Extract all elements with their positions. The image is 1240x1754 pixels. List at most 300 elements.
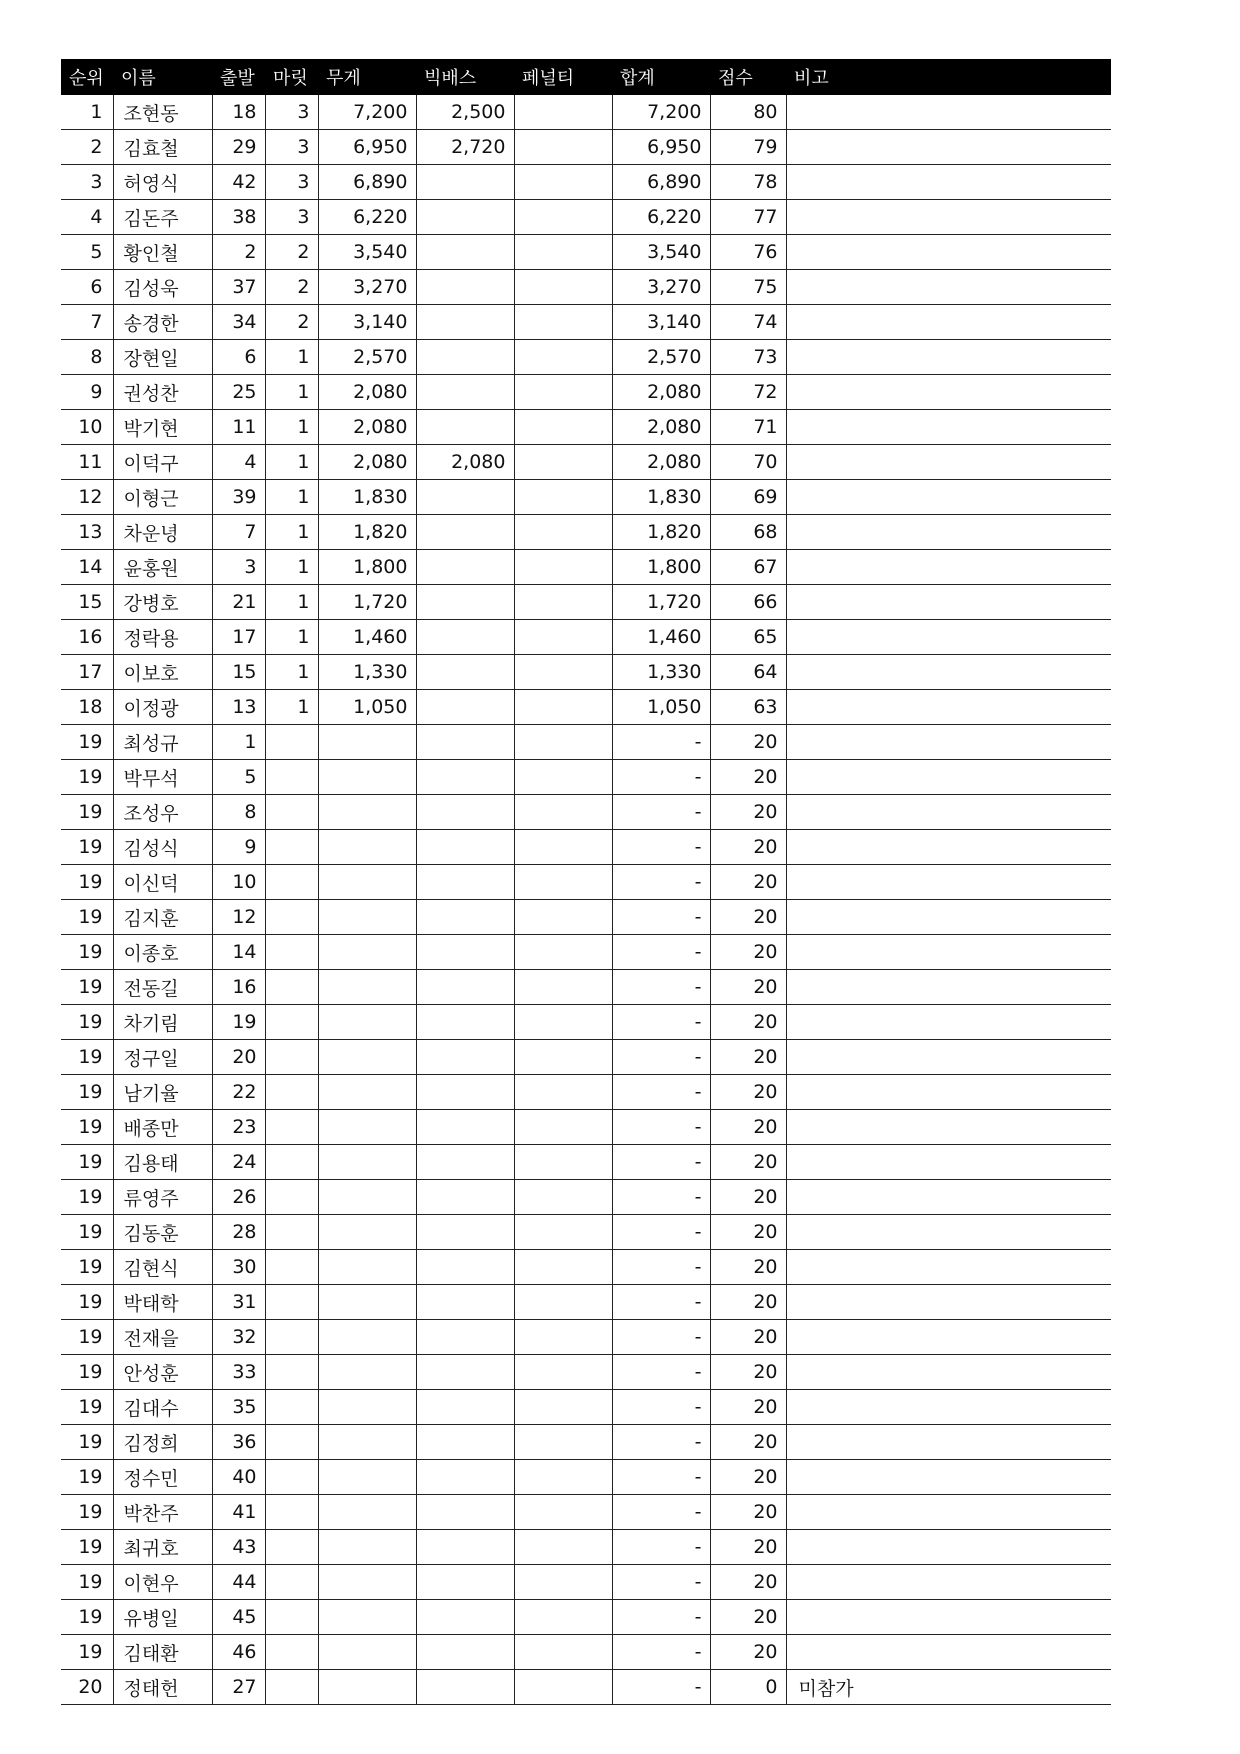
cell-count: 1	[265, 410, 318, 445]
cell-name: 이정광	[113, 690, 212, 725]
cell-count	[265, 830, 318, 865]
cell-rank: 4	[61, 200, 113, 235]
cell-weight	[318, 1530, 416, 1565]
cell-total: -	[612, 935, 710, 970]
table-row	[61, 655, 1111, 690]
cell-note	[786, 1460, 1111, 1495]
cell-name: 이보호	[113, 655, 212, 690]
cell-total: -	[612, 1250, 710, 1285]
cell-note	[786, 165, 1111, 200]
cell-rank: 18	[61, 690, 113, 725]
cell-name: 전재을	[113, 1320, 212, 1355]
cell-note	[786, 1635, 1111, 1670]
cell-total: -	[612, 1040, 710, 1075]
cell-bigbass	[416, 1495, 514, 1530]
cell-weight: 2,080	[318, 375, 416, 410]
cell-penalty	[514, 515, 612, 550]
cell-note	[786, 1565, 1111, 1600]
cell-weight	[318, 1040, 416, 1075]
cell-total: 2,080	[612, 410, 710, 445]
cell-weight: 2,570	[318, 340, 416, 375]
cell-note	[786, 585, 1111, 620]
cell-bigbass	[416, 1285, 514, 1320]
cell-start: 41	[212, 1495, 265, 1530]
cell-bigbass	[416, 550, 514, 585]
cell-total: -	[612, 970, 710, 1005]
cell-weight	[318, 1390, 416, 1425]
cell-rank: 19	[61, 830, 113, 865]
cell-start: 18	[212, 95, 265, 130]
cell-note	[786, 1320, 1111, 1355]
cell-note	[786, 1180, 1111, 1215]
cell-name: 정락용	[113, 620, 212, 655]
table-row	[61, 1530, 1111, 1565]
cell-weight	[318, 1075, 416, 1110]
cell-total: -	[612, 1075, 710, 1110]
cell-count	[265, 1075, 318, 1110]
cell-count	[265, 725, 318, 760]
cell-penalty	[514, 1250, 612, 1285]
cell-score: 73	[710, 340, 786, 375]
cell-start: 43	[212, 1530, 265, 1565]
cell-total: -	[612, 1110, 710, 1145]
cell-count: 1	[265, 655, 318, 690]
table-row	[61, 200, 1111, 235]
cell-score: 20	[710, 1215, 786, 1250]
cell-weight	[318, 1215, 416, 1250]
cell-bigbass	[416, 165, 514, 200]
cell-count	[265, 1285, 318, 1320]
cell-count	[265, 795, 318, 830]
cell-name: 정구일	[113, 1040, 212, 1075]
cell-note	[786, 95, 1111, 130]
cell-rank: 15	[61, 585, 113, 620]
cell-bigbass	[416, 1215, 514, 1250]
table-row	[61, 375, 1111, 410]
table-row	[61, 1460, 1111, 1495]
cell-score: 20	[710, 935, 786, 970]
cell-rank: 19	[61, 865, 113, 900]
cell-score: 70	[710, 445, 786, 480]
cell-score: 63	[710, 690, 786, 725]
cell-bigbass	[416, 305, 514, 340]
cell-bigbass	[416, 830, 514, 865]
cell-score: 20	[710, 1355, 786, 1390]
cell-count	[265, 935, 318, 970]
cell-name: 권성찬	[113, 375, 212, 410]
cell-penalty	[514, 445, 612, 480]
cell-start: 31	[212, 1285, 265, 1320]
cell-score: 69	[710, 480, 786, 515]
cell-start: 6	[212, 340, 265, 375]
cell-penalty	[514, 795, 612, 830]
cell-count	[265, 1355, 318, 1390]
cell-weight: 1,800	[318, 550, 416, 585]
cell-rank: 3	[61, 165, 113, 200]
cell-name: 김성식	[113, 830, 212, 865]
cell-note	[786, 550, 1111, 585]
cell-rank: 2	[61, 130, 113, 165]
cell-count: 1	[265, 550, 318, 585]
cell-start: 36	[212, 1425, 265, 1460]
cell-weight: 2,080	[318, 445, 416, 480]
cell-note	[786, 1145, 1111, 1180]
cell-penalty	[514, 165, 612, 200]
cell-penalty	[514, 410, 612, 445]
cell-bigbass	[416, 655, 514, 690]
cell-name: 김용태	[113, 1145, 212, 1180]
cell-penalty	[514, 1495, 612, 1530]
cell-name: 박무석	[113, 760, 212, 795]
table-row	[61, 1320, 1111, 1355]
cell-start: 4	[212, 445, 265, 480]
table-row	[61, 690, 1111, 725]
cell-bigbass	[416, 900, 514, 935]
cell-total: -	[612, 1670, 710, 1705]
cell-name: 이종호	[113, 935, 212, 970]
cell-bigbass: 2,500	[416, 95, 514, 130]
cell-weight: 7,200	[318, 95, 416, 130]
cell-count	[265, 970, 318, 1005]
cell-rank: 19	[61, 1530, 113, 1565]
table-row	[61, 795, 1111, 830]
cell-score: 71	[710, 410, 786, 445]
cell-score: 20	[710, 1320, 786, 1355]
cell-total: -	[612, 865, 710, 900]
cell-start: 1	[212, 725, 265, 760]
cell-start: 30	[212, 1250, 265, 1285]
cell-bigbass	[416, 935, 514, 970]
cell-weight	[318, 1635, 416, 1670]
table-row	[61, 620, 1111, 655]
cell-start: 33	[212, 1355, 265, 1390]
cell-note	[786, 1530, 1111, 1565]
cell-total: 1,820	[612, 515, 710, 550]
cell-weight: 3,540	[318, 235, 416, 270]
table-row	[61, 1670, 1111, 1705]
cell-rank: 9	[61, 375, 113, 410]
cell-rank: 19	[61, 1495, 113, 1530]
cell-score: 75	[710, 270, 786, 305]
cell-score: 20	[710, 1600, 786, 1635]
cell-penalty	[514, 1180, 612, 1215]
cell-score: 64	[710, 655, 786, 690]
cell-count: 3	[265, 165, 318, 200]
cell-start: 24	[212, 1145, 265, 1180]
cell-rank: 19	[61, 935, 113, 970]
cell-name: 박기현	[113, 410, 212, 445]
cell-bigbass	[416, 1250, 514, 1285]
cell-count: 3	[265, 95, 318, 130]
cell-rank: 7	[61, 305, 113, 340]
table-row	[61, 865, 1111, 900]
cell-start: 20	[212, 1040, 265, 1075]
cell-start: 8	[212, 795, 265, 830]
cell-start: 38	[212, 200, 265, 235]
cell-note	[786, 1110, 1111, 1145]
cell-total: 6,220	[612, 200, 710, 235]
cell-score: 78	[710, 165, 786, 200]
cell-total: 2,080	[612, 445, 710, 480]
cell-score: 77	[710, 200, 786, 235]
cell-penalty	[514, 480, 612, 515]
cell-name: 김동훈	[113, 1215, 212, 1250]
cell-note	[786, 655, 1111, 690]
cell-weight: 6,950	[318, 130, 416, 165]
cell-weight	[318, 1565, 416, 1600]
cell-name: 차운녕	[113, 515, 212, 550]
table-row	[61, 480, 1111, 515]
cell-weight: 6,220	[318, 200, 416, 235]
cell-start: 39	[212, 480, 265, 515]
cell-total: 1,460	[612, 620, 710, 655]
table-row	[61, 1565, 1111, 1600]
cell-rank: 19	[61, 1320, 113, 1355]
cell-count: 2	[265, 235, 318, 270]
cell-bigbass: 2,080	[416, 445, 514, 480]
cell-rank: 1	[61, 95, 113, 130]
cell-bigbass	[416, 795, 514, 830]
cell-name: 이덕구	[113, 445, 212, 480]
cell-penalty	[514, 585, 612, 620]
cell-note: 미참가	[786, 1670, 1111, 1705]
cell-note	[786, 725, 1111, 760]
cell-count	[265, 1145, 318, 1180]
cell-bigbass	[416, 515, 514, 550]
cell-score: 72	[710, 375, 786, 410]
cell-count: 3	[265, 200, 318, 235]
table-header	[61, 59, 1111, 95]
cell-bigbass	[416, 585, 514, 620]
cell-weight	[318, 1600, 416, 1635]
cell-start: 32	[212, 1320, 265, 1355]
cell-weight	[318, 935, 416, 970]
cell-name: 안성훈	[113, 1355, 212, 1390]
cell-penalty	[514, 1040, 612, 1075]
cell-weight	[318, 1320, 416, 1355]
cell-note	[786, 340, 1111, 375]
cell-rank: 19	[61, 1075, 113, 1110]
cell-weight: 1,050	[318, 690, 416, 725]
cell-total: 7,200	[612, 95, 710, 130]
cell-rank: 19	[61, 1460, 113, 1495]
cell-rank: 19	[61, 795, 113, 830]
cell-start: 19	[212, 1005, 265, 1040]
cell-score: 20	[710, 1110, 786, 1145]
cell-name: 이현우	[113, 1565, 212, 1600]
cell-penalty	[514, 1110, 612, 1145]
cell-rank: 14	[61, 550, 113, 585]
header-count: 마릿	[265, 59, 318, 95]
cell-name: 이형근	[113, 480, 212, 515]
cell-weight	[318, 1670, 416, 1705]
header-rank: 순위	[61, 59, 113, 95]
cell-count: 1	[265, 690, 318, 725]
cell-penalty	[514, 550, 612, 585]
cell-name: 이신덕	[113, 865, 212, 900]
cell-bigbass: 2,720	[416, 130, 514, 165]
cell-score: 76	[710, 235, 786, 270]
cell-score: 0	[710, 1670, 786, 1705]
cell-note	[786, 690, 1111, 725]
cell-total: -	[612, 1180, 710, 1215]
cell-start: 22	[212, 1075, 265, 1110]
header-row	[61, 59, 1111, 95]
cell-bigbass	[416, 1635, 514, 1670]
cell-count	[265, 1005, 318, 1040]
cell-rank: 12	[61, 480, 113, 515]
cell-start: 10	[212, 865, 265, 900]
cell-note	[786, 970, 1111, 1005]
cell-total: -	[612, 795, 710, 830]
cell-rank: 19	[61, 1250, 113, 1285]
cell-weight	[318, 1005, 416, 1040]
cell-bigbass	[416, 760, 514, 795]
cell-total: 1,800	[612, 550, 710, 585]
cell-score: 20	[710, 1635, 786, 1670]
cell-rank: 19	[61, 1005, 113, 1040]
cell-score: 67	[710, 550, 786, 585]
cell-total: -	[612, 1600, 710, 1635]
cell-score: 20	[710, 795, 786, 830]
cell-name: 김지훈	[113, 900, 212, 935]
cell-name: 조현동	[113, 95, 212, 130]
cell-weight	[318, 1145, 416, 1180]
cell-total: -	[612, 1530, 710, 1565]
cell-count	[265, 1530, 318, 1565]
cell-name: 김돈주	[113, 200, 212, 235]
cell-start: 29	[212, 130, 265, 165]
cell-penalty	[514, 1390, 612, 1425]
table-row	[61, 340, 1111, 375]
cell-penalty	[514, 935, 612, 970]
cell-start: 16	[212, 970, 265, 1005]
table-row	[61, 1145, 1111, 1180]
cell-penalty	[514, 200, 612, 235]
cell-note	[786, 1040, 1111, 1075]
table-row	[61, 760, 1111, 795]
cell-name: 김대수	[113, 1390, 212, 1425]
header-note: 비고	[786, 59, 1111, 95]
cell-total: 6,950	[612, 130, 710, 165]
cell-total: 3,270	[612, 270, 710, 305]
cell-bigbass	[416, 865, 514, 900]
cell-score: 74	[710, 305, 786, 340]
cell-rank: 19	[61, 1355, 113, 1390]
cell-bigbass	[416, 1320, 514, 1355]
cell-penalty	[514, 655, 612, 690]
cell-weight	[318, 1425, 416, 1460]
cell-rank: 20	[61, 1670, 113, 1705]
cell-start: 13	[212, 690, 265, 725]
cell-count	[265, 865, 318, 900]
cell-start: 26	[212, 1180, 265, 1215]
header-start: 출발	[212, 59, 265, 95]
cell-score: 20	[710, 1425, 786, 1460]
cell-total: -	[612, 1355, 710, 1390]
cell-rank: 19	[61, 1215, 113, 1250]
results-table	[61, 59, 1111, 1705]
cell-weight	[318, 1355, 416, 1390]
cell-start: 5	[212, 760, 265, 795]
cell-name: 김태환	[113, 1635, 212, 1670]
cell-penalty	[514, 1600, 612, 1635]
cell-penalty	[514, 1320, 612, 1355]
cell-note	[786, 305, 1111, 340]
cell-bigbass	[416, 480, 514, 515]
cell-total: -	[612, 1215, 710, 1250]
cell-name: 박태학	[113, 1285, 212, 1320]
cell-count	[265, 1320, 318, 1355]
cell-bigbass	[416, 620, 514, 655]
table-row	[61, 235, 1111, 270]
cell-weight	[318, 865, 416, 900]
cell-bigbass	[416, 1180, 514, 1215]
table-row	[61, 970, 1111, 1005]
cell-penalty	[514, 270, 612, 305]
cell-weight: 2,080	[318, 410, 416, 445]
cell-score: 20	[710, 1460, 786, 1495]
table-row	[61, 830, 1111, 865]
cell-name: 윤홍원	[113, 550, 212, 585]
cell-note	[786, 375, 1111, 410]
cell-start: 17	[212, 620, 265, 655]
cell-weight: 1,820	[318, 515, 416, 550]
cell-penalty	[514, 1460, 612, 1495]
cell-name: 정수민	[113, 1460, 212, 1495]
cell-count	[265, 1565, 318, 1600]
cell-score: 79	[710, 130, 786, 165]
cell-start: 28	[212, 1215, 265, 1250]
cell-total: -	[612, 760, 710, 795]
table-row	[61, 900, 1111, 935]
cell-bigbass	[416, 970, 514, 1005]
cell-note	[786, 865, 1111, 900]
cell-total: 2,570	[612, 340, 710, 375]
cell-weight: 3,140	[318, 305, 416, 340]
cell-bigbass	[416, 200, 514, 235]
cell-count: 1	[265, 340, 318, 375]
cell-weight: 1,330	[318, 655, 416, 690]
cell-penalty	[514, 760, 612, 795]
header-bigbass: 빅배스	[416, 59, 514, 95]
cell-rank: 19	[61, 1040, 113, 1075]
cell-name: 배종만	[113, 1110, 212, 1145]
cell-bigbass	[416, 235, 514, 270]
cell-count	[265, 1600, 318, 1635]
cell-weight	[318, 900, 416, 935]
cell-weight: 3,270	[318, 270, 416, 305]
table-row	[61, 1250, 1111, 1285]
cell-name: 유병일	[113, 1600, 212, 1635]
cell-name: 김성욱	[113, 270, 212, 305]
cell-rank: 19	[61, 1635, 113, 1670]
cell-rank: 10	[61, 410, 113, 445]
cell-bigbass	[416, 1530, 514, 1565]
table-row	[61, 1040, 1111, 1075]
cell-total: -	[612, 1320, 710, 1355]
cell-note	[786, 480, 1111, 515]
cell-weight	[318, 830, 416, 865]
cell-bigbass	[416, 1460, 514, 1495]
cell-count: 2	[265, 305, 318, 340]
cell-penalty	[514, 1285, 612, 1320]
header-score: 점수	[710, 59, 786, 95]
cell-note	[786, 515, 1111, 550]
cell-total: -	[612, 1145, 710, 1180]
table-row	[61, 410, 1111, 445]
cell-rank: 19	[61, 1425, 113, 1460]
